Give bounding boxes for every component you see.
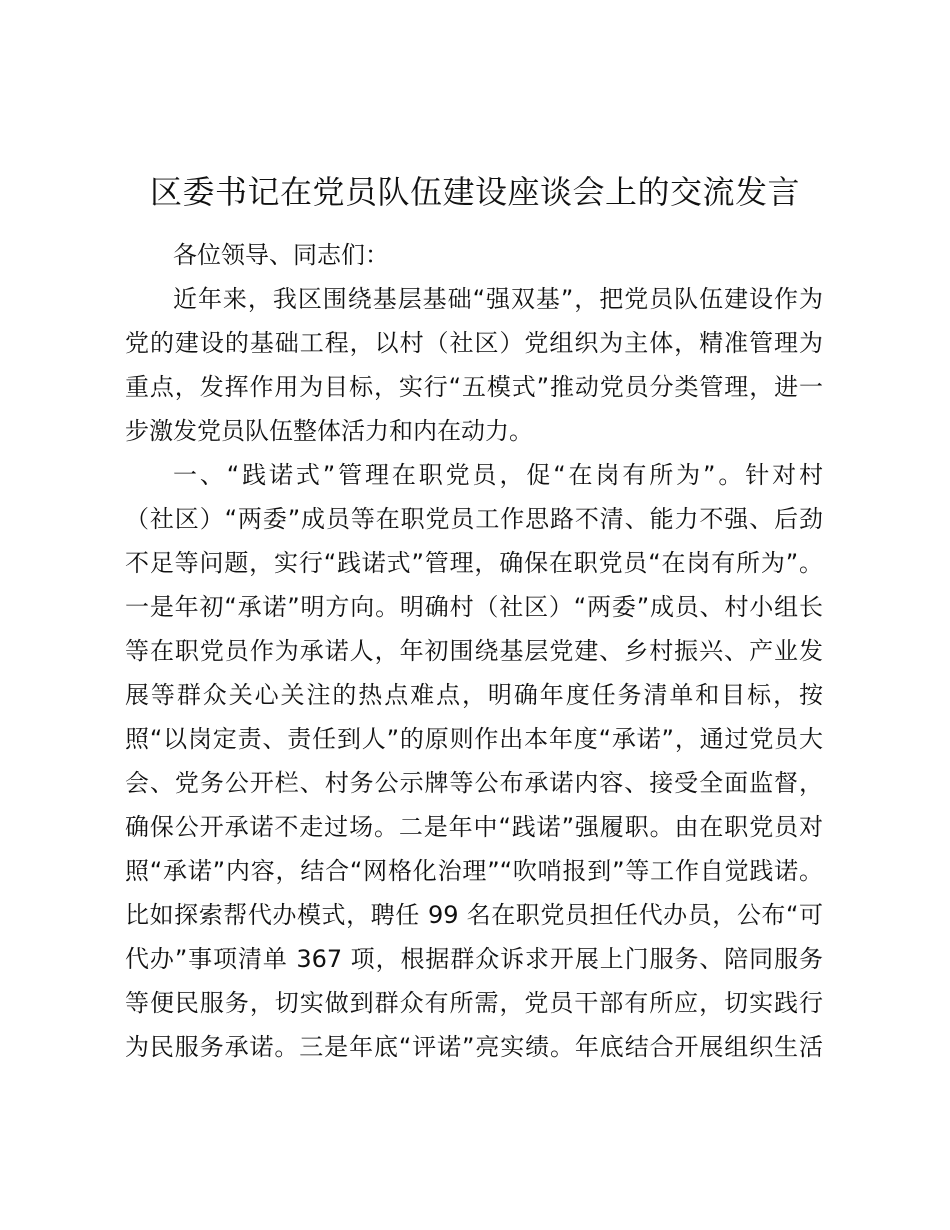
paragraph-line: 展等群众关心关注的热点难点，明确年度任务清单和目标，按: [125, 681, 823, 709]
paragraph-line: 照“以岗定责、责任到人”的原则作出本年度“承诺”，通过党员大: [125, 725, 823, 753]
paragraph-line: 步激发党员队伍整体活力和内在动力。: [125, 417, 533, 445]
paragraph-line: 代办”事项清单 367 项，根据群众诉求开展上门服务、陪同服务: [125, 945, 823, 973]
paragraph-line: 不足等问题，实行“践诺式”管理，确保在职党员“在岗有所为”。: [125, 549, 823, 577]
paragraph-line: 等在职党员作为承诺人，年初围绕基层党建、乡村振兴、产业发: [125, 637, 823, 665]
paragraph-line: 一是年初“承诺”明方向。明确村（社区）“两委”成员、村小组长: [125, 593, 823, 621]
paragraph-line: 等便民服务，切实做到群众有所需，党员干部有所应，切实践行: [125, 989, 823, 1017]
paragraph-line: 会、党务公开栏、村务公示牌等公布承诺内容、接受全面监督，: [125, 769, 823, 797]
paragraph-line: 为民服务承诺。三是年底“评诺”亮实绩。年底结合开展组织生活: [125, 1033, 823, 1061]
document-title: 区委书记在党员队伍建设座谈会上的交流发言: [149, 173, 800, 211]
paragraph-line: 近年来，我区围绕基层基础“强双基”，把党员队伍建设作为: [173, 285, 823, 313]
section-heading-line: 一、“践诺式”管理在职党员，促“在岗有所为”。针对村: [173, 461, 823, 489]
paragraph-line: 确保公开承诺不走过场。二是年中“践诺”强履职。由在职党员对: [125, 813, 823, 841]
greeting-line: 各位领导、同志们：: [173, 241, 389, 269]
paragraph-line: 重点，发挥作用为目标，实行“五模式”推动党员分类管理，进一: [125, 373, 823, 401]
paragraph-line: （社区）“两委”成员等在职党员工作思路不清、能力不强、后劲: [125, 505, 823, 533]
paragraph-line: 比如探索帮代办模式，聘任 99 名在职党员担任代办员，公布“可: [125, 901, 823, 929]
paragraph-line: 党的建设的基础工程，以村（社区）党组织为主体，精准管理为: [125, 329, 823, 357]
paragraph-line: 照“承诺”内容，结合“网格化治理”“吹哨报到”等工作自觉践诺。: [125, 857, 823, 885]
